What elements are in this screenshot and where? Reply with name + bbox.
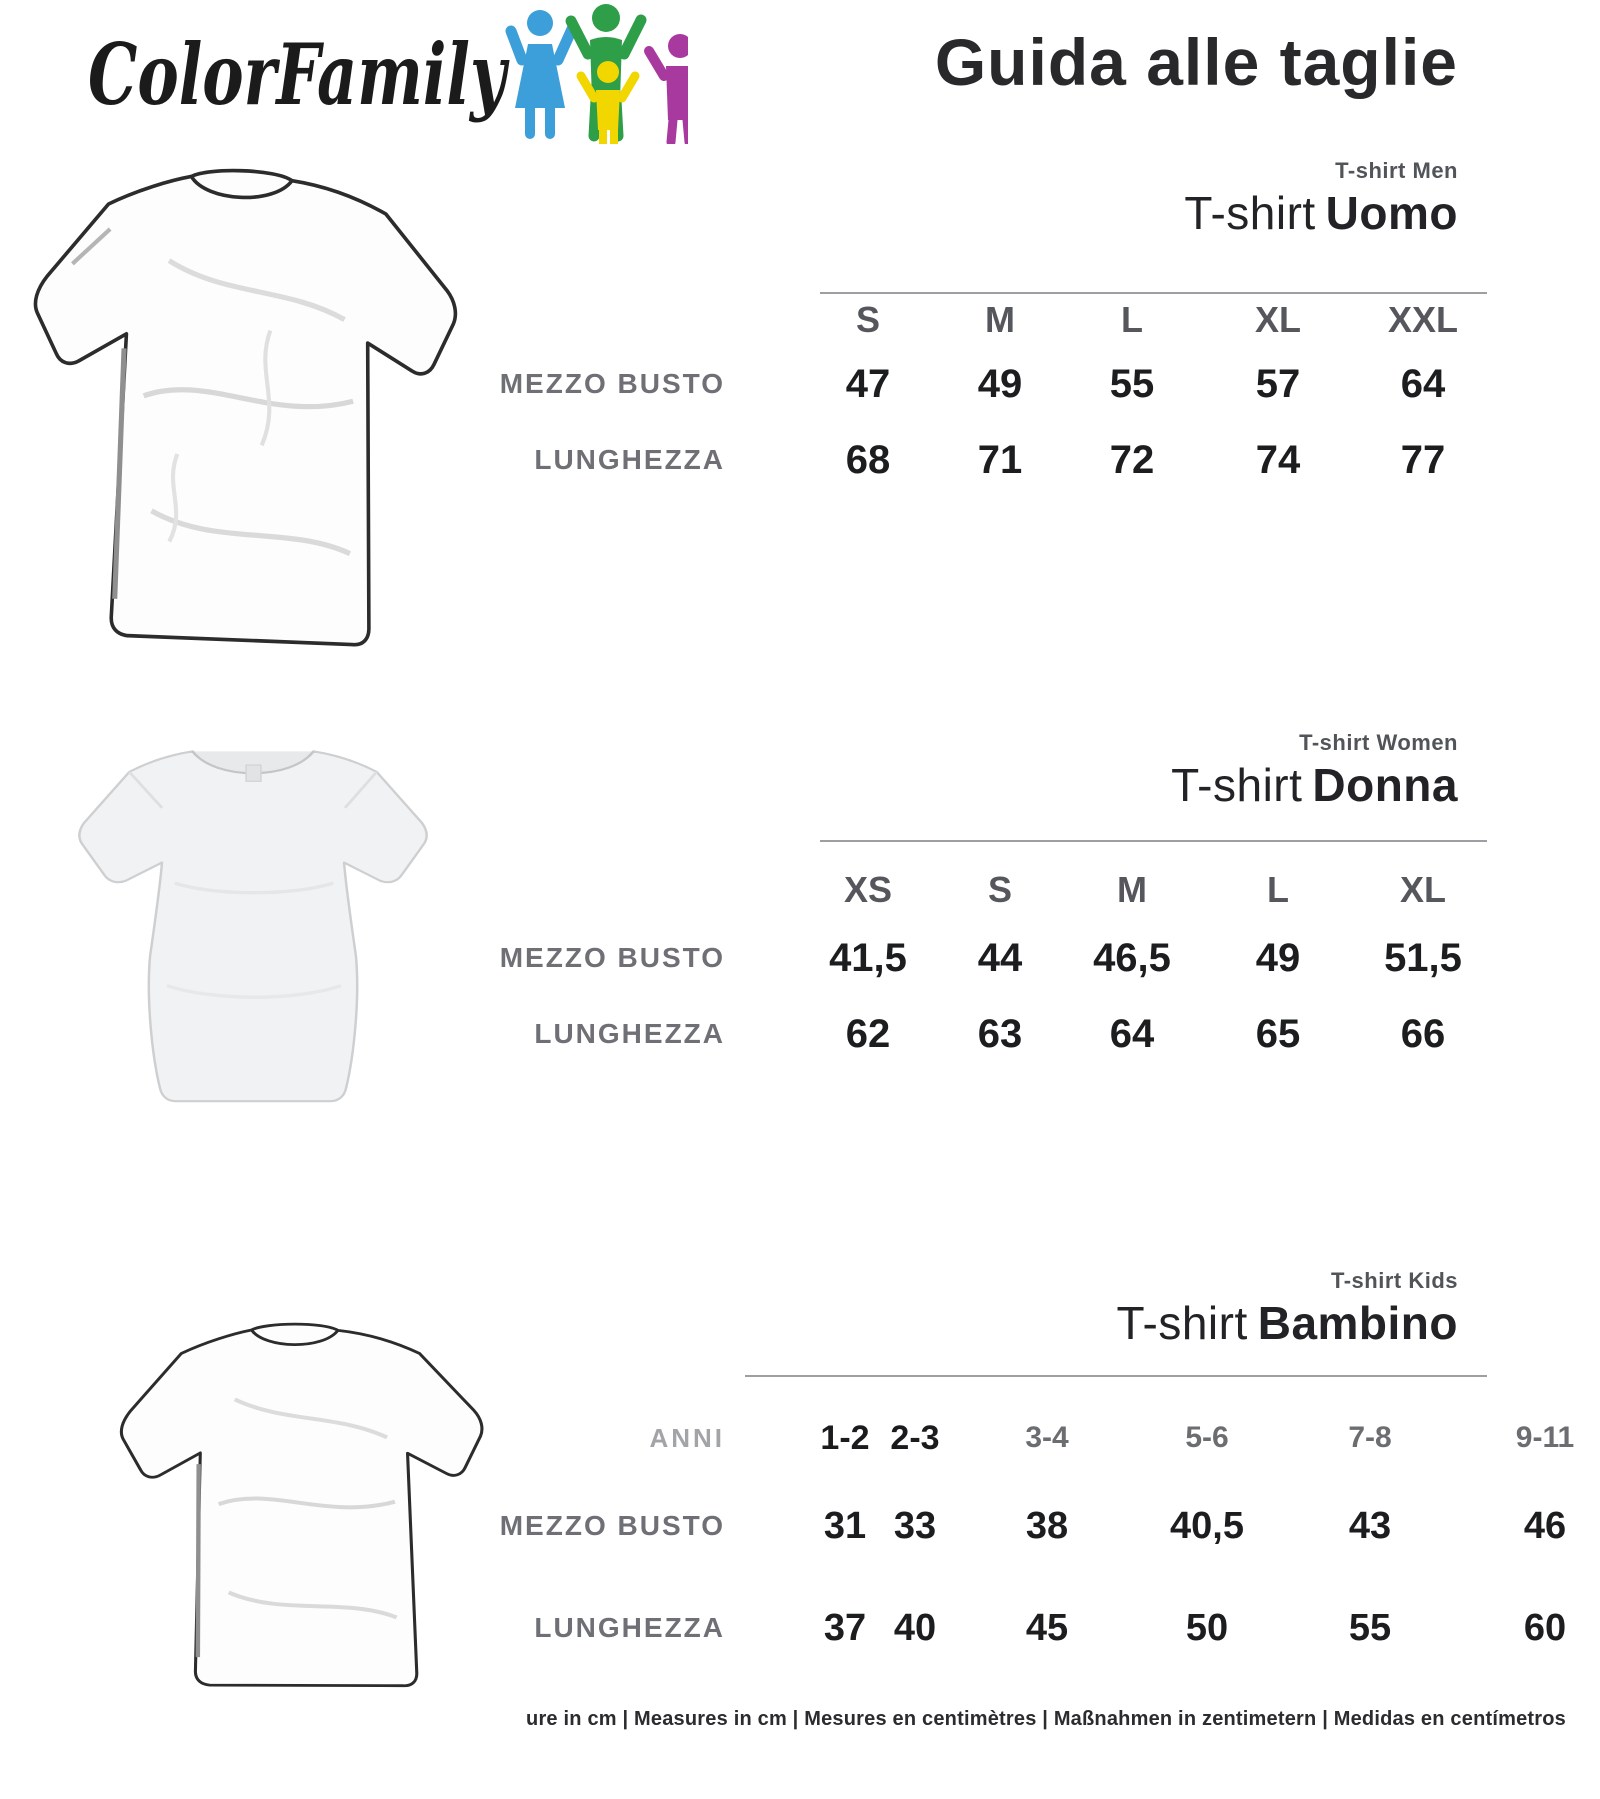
page-title: Guida alle taglie: [934, 25, 1458, 99]
men-title-prefix: T-shirt: [1184, 187, 1316, 239]
table-value: 64: [1400, 362, 1446, 406]
women-column-header: L: [1267, 869, 1289, 910]
women-mezzo-busto-row: [420, 934, 1590, 982]
kids-title-prefix: T-shirt: [1116, 1297, 1248, 1349]
kids-section-title: [700, 1296, 1458, 1350]
table-value: 43: [1348, 1505, 1392, 1547]
measurement-units-note: ure in cm | Measures in cm | Mesures en centimètres | Maßnahmen in zentimetern | Medidas en centímetros: [526, 1708, 1566, 1730]
women-column-header: M: [1117, 869, 1147, 910]
table-value: 41,5: [829, 936, 907, 980]
women-section-title: [700, 758, 1458, 812]
brand-wordmark: ColorFamily: [88, 25, 510, 124]
table-value: 62: [845, 1012, 891, 1056]
kids-column-header: 1-2: [820, 1419, 870, 1457]
table-value: 65: [1255, 1012, 1301, 1056]
tshirt-women-image: [66, 712, 442, 1114]
table-value: 68: [845, 438, 891, 482]
row-label: ANNI: [649, 1423, 725, 1453]
men-section-subtitle: T-shirt Men: [1335, 158, 1458, 183]
table-value: 64: [1109, 1012, 1155, 1056]
table-value: 51,5: [1384, 936, 1462, 980]
table-value: 71: [977, 438, 1023, 482]
kids-section-subtitle: T-shirt Kids: [1330, 1268, 1458, 1293]
table-value: 45: [1025, 1607, 1069, 1649]
women-title-prefix: T-shirt: [1171, 759, 1303, 811]
men-column-header: XXL: [1387, 299, 1458, 340]
men-column-header: M: [985, 299, 1015, 340]
men-title-name: Uomo: [1325, 187, 1458, 239]
table-value: 74: [1255, 438, 1301, 482]
kids-mezzo-busto-row: [420, 1502, 1590, 1550]
women-column-header: XL: [1399, 869, 1446, 910]
table-value: 31: [823, 1505, 867, 1547]
table-value: 72: [1109, 438, 1155, 482]
table-value: 66: [1400, 1012, 1446, 1056]
row-label: MEZZO BUSTO: [499, 1510, 725, 1541]
kids-age-header-row: [420, 1414, 1590, 1462]
table-value: 55: [1348, 1607, 1392, 1649]
women-size-header-row: [420, 866, 1590, 914]
men-column-header: L: [1121, 299, 1143, 340]
row-label: MEZZO BUSTO: [499, 942, 725, 973]
table-value: 55: [1109, 362, 1155, 406]
women-section-subtitle: T-shirt Women: [1299, 730, 1458, 755]
table-value: 38: [1025, 1505, 1069, 1547]
kids-column-header: 3-4: [1025, 1421, 1069, 1454]
men-table-divider: [820, 292, 1487, 294]
table-value: 46,5: [1093, 936, 1171, 980]
kids-column-header: 2-3: [890, 1419, 940, 1457]
row-label: LUNGHEZZA: [534, 1018, 725, 1049]
table-value: 47: [845, 362, 891, 406]
table-value: 49: [1255, 936, 1301, 980]
women-title-name: Donna: [1312, 759, 1458, 811]
table-value: 37: [823, 1607, 867, 1649]
table-value: 77: [1400, 438, 1446, 482]
tshirt-men-image: [7, 137, 470, 668]
men-lunghezza-row: [420, 436, 1590, 484]
kids-column-header: 9-11: [1515, 1421, 1575, 1454]
kids-lunghezza-row: [420, 1604, 1590, 1652]
men-mezzo-busto-row: [420, 360, 1590, 408]
row-label: LUNGHEZZA: [534, 1612, 725, 1643]
table-value: 60: [1523, 1607, 1567, 1649]
table-value: 33: [893, 1505, 937, 1547]
row-label: LUNGHEZZA: [534, 444, 725, 475]
table-value: 40: [893, 1607, 937, 1649]
kids-column-header: 5-6: [1185, 1421, 1229, 1454]
table-value: 50: [1185, 1607, 1229, 1649]
men-size-header-row: [420, 296, 1590, 344]
women-column-header: S: [987, 869, 1012, 910]
kids-title-name: Bambino: [1257, 1297, 1458, 1349]
men-section-title: [700, 186, 1458, 240]
colorfamily-logo-graphic: [88, 4, 688, 144]
kids-table-divider: [745, 1375, 1487, 1377]
kids-column-header: 7-8: [1348, 1421, 1392, 1454]
men-column-header: S: [855, 299, 880, 340]
table-value: 40,5: [1170, 1505, 1244, 1547]
men-column-header: XL: [1254, 299, 1301, 340]
row-label: MEZZO BUSTO: [499, 368, 725, 399]
table-value: 49: [977, 362, 1023, 406]
brand-logo: [88, 4, 688, 144]
women-column-header: XS: [843, 869, 893, 910]
table-value: 46: [1523, 1505, 1567, 1547]
women-table-divider: [820, 840, 1487, 842]
women-lunghezza-row: [420, 1010, 1590, 1058]
table-value: 44: [977, 936, 1023, 980]
table-value: 63: [977, 1012, 1023, 1056]
table-value: 57: [1255, 362, 1301, 406]
